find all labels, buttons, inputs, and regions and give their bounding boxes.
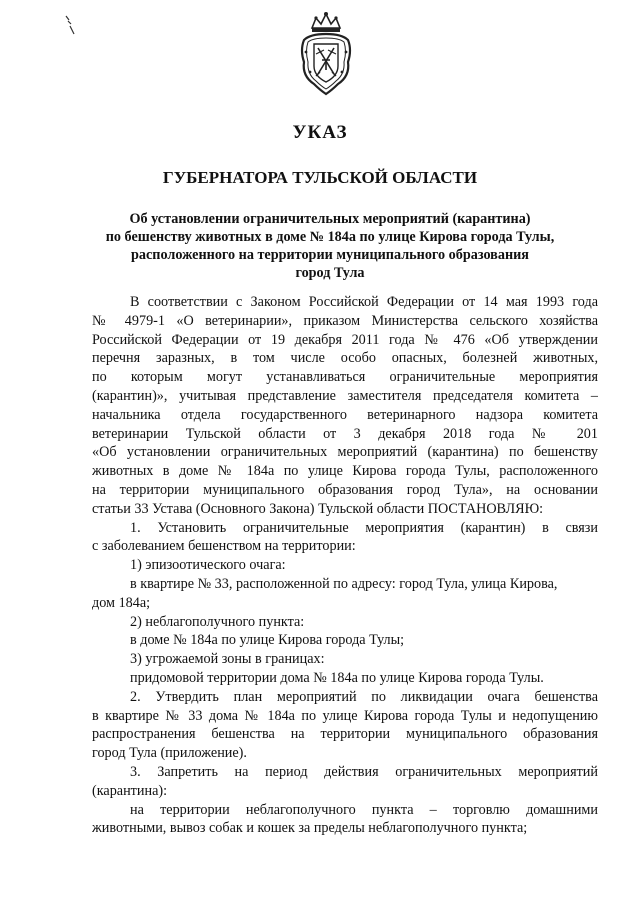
body-text-line: в квартире № 33 дома № 184а по улице Кирова города Тулы и недопущению bbox=[92, 707, 598, 724]
body-text-line: начальника отдела государственного ветеринарного надзора комитета bbox=[92, 406, 598, 423]
body-text-line: № 4979-1 «О ветеринарии», приказом Министерства сельского хозяйства bbox=[92, 312, 598, 329]
body-text-line: в квартире № 33, расположенной по адресу: город Тула, улица Кирова, bbox=[130, 575, 558, 592]
decree-heading-line: расположенного на территории муниципального образования bbox=[131, 247, 529, 263]
body-text-line: ветеринарии Тульской области от 3 декабря 2018 года № 201 bbox=[92, 425, 598, 442]
body-text-line: 1) эпизоотического очага: bbox=[130, 557, 286, 574]
body-text-line: 1. Установить ограничительные мероприятия (карантин) в связи bbox=[130, 519, 598, 536]
decree-heading-line: Об установлении ограничительных мероприятий (карантина) bbox=[129, 211, 531, 227]
body-text-line: по которым могут устанавливаться ограничительные мероприятия bbox=[92, 369, 598, 386]
body-text-line: 3. Запретить на период действия ограничительных мероприятий bbox=[130, 763, 598, 780]
body-text-line: животных в доме № 184а по улице Кирова города Тулы, расположенного bbox=[92, 463, 598, 480]
body-text-line: распространения бешенства на территории муниципального образования bbox=[92, 726, 598, 743]
body-text-line: В соответствии с Законом Российской Федерации от 14 мая 1993 года bbox=[130, 294, 598, 310]
body-text-line: в доме № 184а по улице Кирова города Тулы; bbox=[130, 632, 405, 649]
body-text-line: 2) неблагополучного пункта: bbox=[130, 613, 305, 630]
body-text-line: на территории неблагополучного пункта – торговлю домашними bbox=[130, 801, 598, 818]
body-text-line: (карантина): bbox=[92, 782, 168, 799]
body-text-line: Российской Федерации от 19 декабря 2011 года № 476 «Об утверждении bbox=[92, 331, 598, 348]
body-text-line: статьи 33 Устава (Основного Закона) Тульской области ПОСТАНОВЛЯЮ: bbox=[92, 500, 544, 517]
body-text-line: город Тула (приложение). bbox=[92, 745, 247, 762]
decree-heading-line: по бешенству животных в доме № 184а по улице Кирова города Тулы, bbox=[105, 229, 555, 245]
body-text-line: на территории муниципального образования город Тула», на основании bbox=[92, 481, 598, 498]
body-text-line: «Об установлении ограничительных мероприятий (карантина) по бешенству bbox=[92, 444, 598, 461]
decree-body-text bbox=[92, 293, 598, 838]
issuer-title: ГУБЕРНАТОРА ТУЛЬСКОЙ ОБЛАСТИ bbox=[162, 168, 478, 187]
scan-artifact-mark bbox=[64, 14, 76, 36]
body-text-line: 3) угрожаемой зоны в границах: bbox=[130, 651, 325, 668]
document-type-title: УКАЗ bbox=[292, 122, 348, 143]
tula-coat-of-arms-icon bbox=[296, 10, 356, 96]
decree-heading-line: город Тула bbox=[295, 265, 365, 281]
body-text-line: животными, вывоз собак и кошек за пределы неблагополучного пункта; bbox=[92, 820, 528, 837]
body-text-line: перечня заразных, в том числе особо опасных, болезней животных, bbox=[92, 350, 598, 367]
body-text-line: с заболеванием бешенством на территории: bbox=[92, 538, 356, 555]
body-text-line: 2. Утвердить план мероприятий по ликвидации очага бешенства bbox=[130, 688, 598, 705]
decree-heading bbox=[60, 210, 600, 282]
body-text-line: (карантин)», учитывая представление заместителя председателя комитета – bbox=[92, 387, 598, 404]
body-text-line: дом 184а; bbox=[92, 594, 151, 611]
body-text-line: придомовой территории дома № 184а по улице Кирова города Тулы. bbox=[130, 669, 544, 686]
